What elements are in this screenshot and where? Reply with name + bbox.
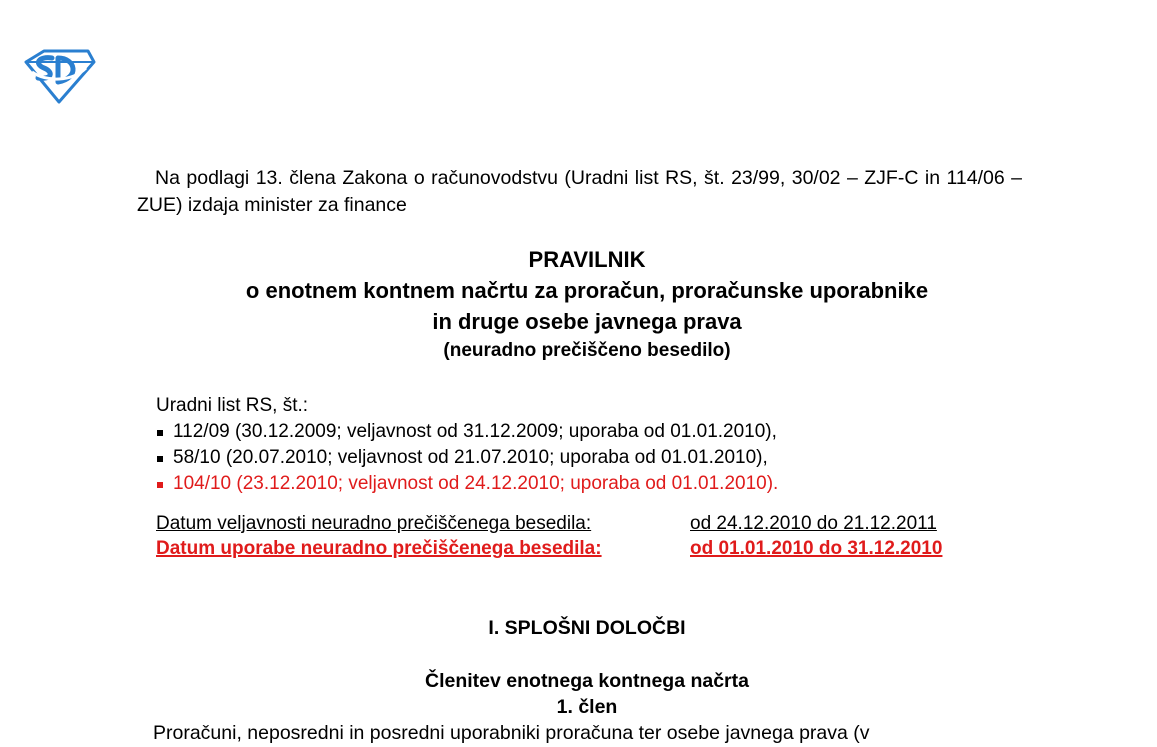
article-number: 1. člen (556, 696, 618, 718)
usage-label: Datum uporabe neuradno prečiščenega besedila: (156, 538, 602, 559)
sd-logo-icon (22, 48, 96, 104)
sources-list (156, 419, 778, 497)
title-block (137, 245, 1037, 365)
list-item-text: 58/10 (20.07.2010; veljavnost od 21.07.2010; uporaba od 01.01.2010), (173, 447, 768, 468)
list-item (156, 445, 778, 471)
sources-label: Uradni list RS, št.: (156, 395, 309, 416)
validity-label: Datum veljavnosti neuradno prečiščenega besedila: (156, 513, 592, 534)
list-item-text: 104/10 (23.12.2010; veljavnost od 24.12.2010; uporaba od 01.01.2010). (173, 473, 779, 494)
document-subtitle-line2: in druge osebe javnega prava (432, 309, 742, 334)
document-title: PRAVILNIK (528, 247, 646, 272)
intro-paragraph: Na podlagi 13. člena Zakona o računovodstvu (Uradni list RS, št. 23/99, 30/02 – ZJF-C in 114/06 – ZUE) izdaja minister za finance (137, 167, 1022, 216)
body-paragraph: Proračuni, neposredni in posredni uporabniki proračuna ter osebe javnega prava (v (153, 722, 870, 744)
bullet-icon (157, 430, 163, 436)
bullet-icon (157, 482, 163, 488)
chapter-heading: I. SPLOŠNI DOLOČBI (488, 617, 686, 639)
validity-value: od 24.12.2010 do 21.12.2011 (690, 513, 937, 534)
sources-block (156, 393, 778, 497)
bullet-icon (157, 456, 163, 462)
list-item (156, 471, 778, 497)
list-item-text: 112/09 (30.12.2009; veljavnost od 31.12.2009; uporaba od 01.01.2010), (173, 421, 777, 442)
usage-value: od 01.01.2010 do 31.12.2010 (690, 538, 943, 559)
list-item (156, 419, 778, 445)
section-title: Členitev enotnega kontnega načrta (425, 670, 749, 692)
document-subtitle-line1: o enotnem kontnem načrtu za proračun, proračunske uporabnike (245, 278, 929, 303)
document-note: (neuradno prečiščeno besedilo) (443, 340, 731, 361)
